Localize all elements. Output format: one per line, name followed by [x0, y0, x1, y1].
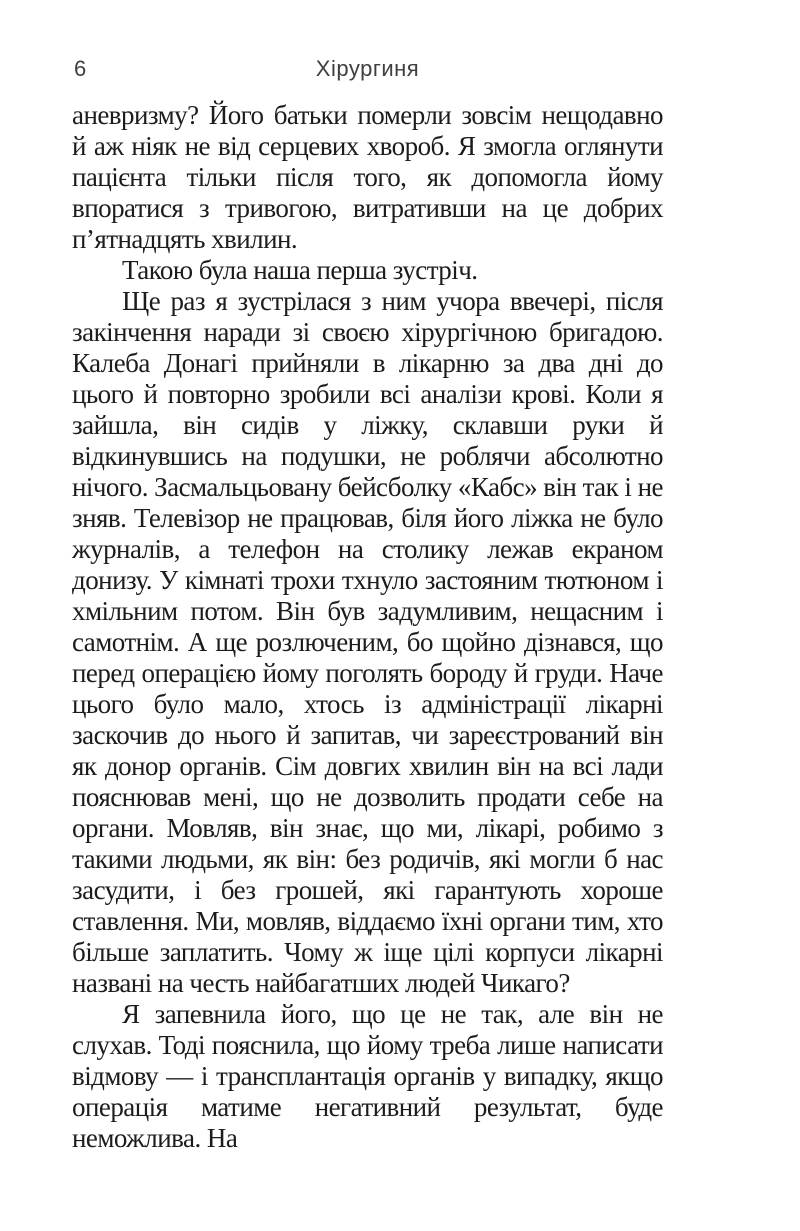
- page-header: [72, 56, 663, 84]
- paragraph: аневризму? Його батьки померли зовсім нещодавно й аж ніяк не від серцевих хвороб. Я змогла оглянути пацієнта тільки після того, як допомогла йому впоратися з тривогою, витративши на це добрих п’ятнадцять хвилин.: [72, 100, 663, 254]
- paragraph: Такою була наша перша зустріч.: [122, 255, 478, 285]
- running-title: Хірургиня: [315, 56, 420, 81]
- paragraph: Я запевнила його, що це не так, але він не слухав. Тоді пояснила, що йому треба лише написати відмову — і трансплантація органів у випадку, якщо операція матиме негативний результат, буде неможлива. На: [72, 999, 663, 1153]
- paragraph: Ще раз я зустрілася з ним учора ввечері, після закінчення наради зі своєю хірургічною бригадою. Калеба Донагі прийняли в лікарню за два дні до цього й повторно зробили всі аналізи крові. Коли я зайшла, він сидів у ліжку, склавши руки й відкинувшись на подушки, не роблячи абсолютно нічого. Засмальцьовану бейсболку «Кабс» він так і не зняв. Телевізор не працював, біля його ліжка не було журналів, а телефон на столику лежав екраном донизу. У кімнаті трохи тхнуло застояним тютюном і хмільним потом. Він був задумливим, нещасним і самотнім. А ще розлюченим, бо щойно дізнався, що перед операцією йому поголять бороду й груди. Наче цього було мало, хтось із адміністрації лікарні заскочив до нього й запитав, чи зареєстрований він як донор органів. Сім довгих хвилин він на всі лади пояснював мені, що не дозволить продати себе на органи. Мовляв, він знає, що ми, лікарі, робимо з такими людьми, як він: без родичів, які могли б нас засудити, і без грошей, які гарантують хороше ставлення. Ми, мовляв, віддаємо їхні органи тим, хто більше заплатить. Чому ж іще цілі корпуси лікарні названі на честь найбагатших людей Чикаго?: [72, 286, 663, 998]
- book-text-block: [72, 100, 663, 1154]
- page-number: 6: [74, 56, 87, 81]
